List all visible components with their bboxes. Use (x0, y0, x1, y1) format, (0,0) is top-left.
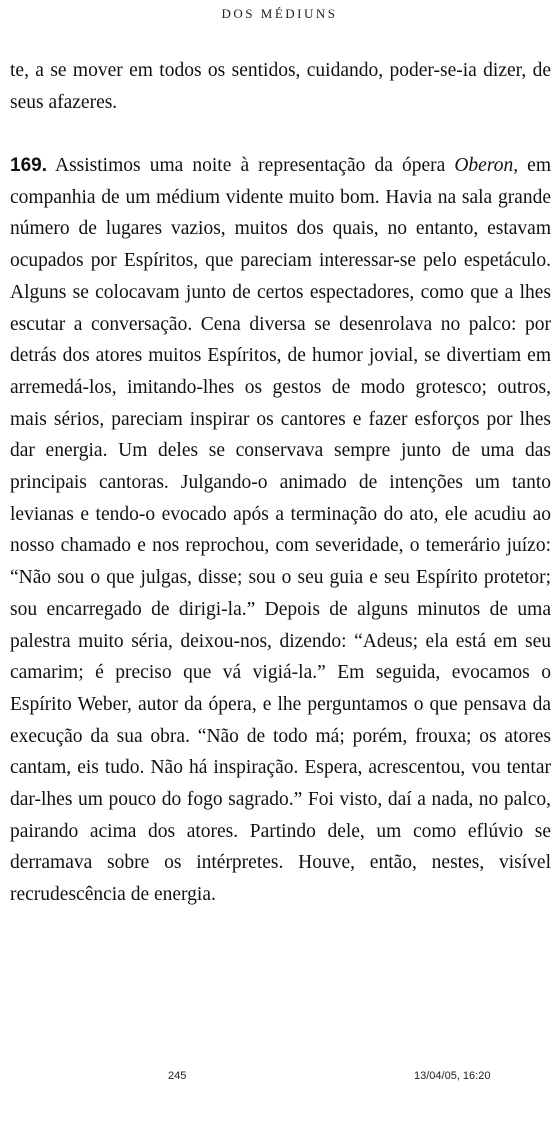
print-timestamp: 13/04/05, 16:20 (414, 1070, 491, 1082)
section-text-rest: , em companhia de um médium vidente muito bom. Havia na sala grande número de lugares vazios, muitos dos quais, no entanto, estavam ocupados por Espíritos, que pareciam interessar-se pelo espetáculo. Alguns se colocavam junto de certos espectadores, como que a lhes escutar a conversação. Cena diversa se desenrolava no palco: por detrás dos atores muitos Espíritos, de humor jovial, se divertiam em arremedá-los, imitando-lhes os gestos de modo grotesco; outros, mais sérios, pareciam inspirar os cantores e fazer esforços por lhes dar energia. Um deles se conservava sempre junto de uma das principais cantoras. Julgando-o animado de intenções um tanto levianas e tendo-o evocado após a terminação do ato, ele acudiu ao nosso chamado e nos reprochou, com severidade, o temerário juízo: “Não sou o que julgas, disse; sou o seu guia e seu Espírito protetor; sou encarregado de dirigi-la.” Depois de alguns minutos de uma palestra muito séria, deixou-nos, dizendo: “Adeus; ela está em seu camarim; é preciso que vá vigiá-la.” Em seguida, evocamos o Espírito Weber, autor da ópera, e lhe perguntamos o que pensava da execução da sua obra. “Não de todo má; porém, frouxa; os atores cantam, eis tudo. Não há inspiração. Espera, acrescentou, vou tentar dar-lhes um pouco do fogo sagrado.” Foi visto, daí a nada, no palco, pairando acima dos atores. Partindo dele, um como eflúvio se derramava sobre os intérpretes. Houve, então, nestes, visível recrudescência de energia. (10, 155, 551, 906)
opera-title: Oberon (454, 155, 514, 176)
section-number: 169. (10, 155, 47, 176)
continuation-text: te, a se mover em todos os sentidos, cuidando, poder-se-ia dizer, de seus afazeres. (10, 60, 551, 113)
section-text-start: Assistimos uma noite à representação da ópera (46, 155, 455, 176)
page-number: 245 (168, 1070, 187, 1082)
continuation-paragraph (10, 55, 551, 118)
section-169-paragraph (10, 150, 551, 911)
running-header: DOS MÉDIUNS (221, 6, 338, 21)
